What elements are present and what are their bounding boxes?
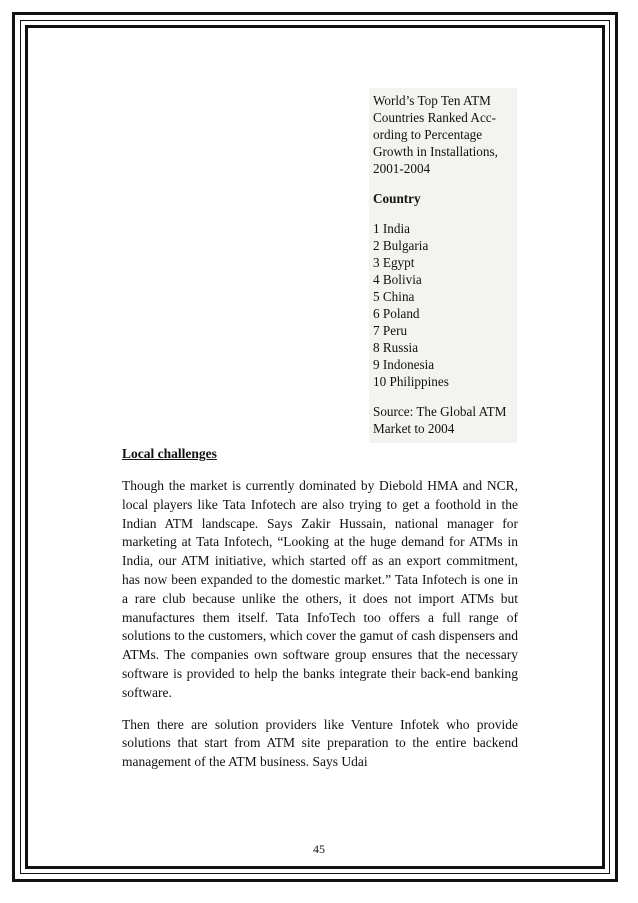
- sidebar-title: World’s Top Ten ATM Countries Ranked Acc-ording to Percentage Growth in Installations, 2001-2004: [373, 93, 498, 176]
- country-item: 2 Bulgaria: [373, 238, 429, 253]
- page-number: 45: [313, 842, 325, 856]
- country-item: 9 Indonesia: [373, 357, 435, 372]
- country-item: 7 Peru: [373, 323, 408, 338]
- country-item: 5 China: [373, 289, 415, 304]
- country-list: [373, 220, 515, 390]
- section-heading: Local challenges: [122, 446, 217, 461]
- country-item: 4 Bolivia: [373, 272, 422, 287]
- paragraph: Though the market is currently dominated by Diebold HMA and NCR, local players like Tata Infotech are also trying to get a foothold in the Indian ATM landscape. Says Zakir Hussain, national manager for marketing at Tata Infotech, “Looking at the huge demand for ATMs in India, our ATM initiative, which started off as an export commitment, has now been expanded to the domestic market.” Tata Infotech is one in a rare club because unlike the others, it does not import ATMs but manufactures them itself. Tata InfoTech too offers a full range of solutions to the customers, which cover the gamut of cash dispensers and ATMs. The companies own software group ensures that the necessary software is provided to help the banks integrate their back-end banking software.: [122, 478, 518, 700]
- sidebar-box: [369, 88, 517, 443]
- sidebar-source: Source: The Global ATM Market to 2004: [373, 404, 507, 436]
- country-item: 3 Egypt: [373, 255, 415, 270]
- body-text: [122, 477, 518, 785]
- country-item: 6 Poland: [373, 306, 420, 321]
- country-item: 1 India: [373, 221, 410, 236]
- paragraph: Then there are solution providers like Venture Infotek who provide solutions that start from ATM site preparation to the entire backend management of the ATM business. Says Udai: [122, 716, 518, 770]
- sidebar-column-header: Country: [373, 191, 421, 206]
- country-item: 10 Philippines: [373, 374, 449, 389]
- country-item: 8 Russia: [373, 340, 419, 355]
